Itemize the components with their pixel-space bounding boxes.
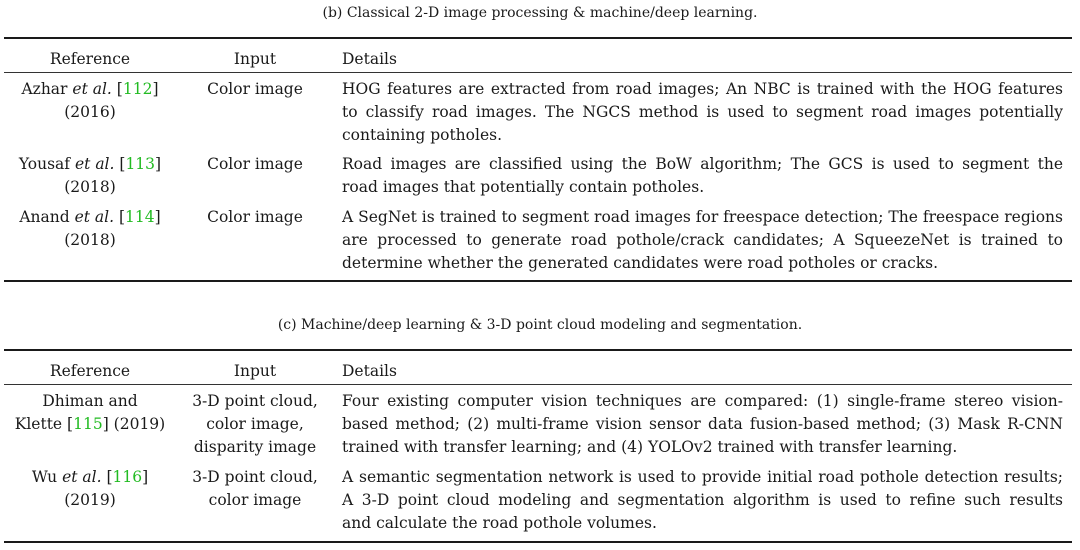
- citation-link[interactable]: 116: [112, 468, 143, 486]
- input-cell: [180, 390, 330, 459]
- table-c-caption: (c) Machine/deep learning & 3-D point cloud modeling and segmentation.: [277, 317, 803, 333]
- table-c-header-rule: [4, 384, 1072, 385]
- reference-cell: Dhiman and Klette [115] (2019): [4, 390, 176, 436]
- input-line: color image,: [206, 415, 304, 433]
- input-line: 3-D point cloud,: [192, 468, 318, 486]
- reference-year: (2016): [64, 103, 116, 121]
- input-line: Color image: [207, 155, 303, 173]
- reference-etal: et al.: [62, 468, 102, 486]
- reference-author: Dhiman and: [42, 392, 138, 410]
- input-cell: [180, 153, 330, 176]
- details-line: based method; (2) multi-frame vision sensor data fusion-based method; (3) Mask R-CNN: [342, 415, 1063, 433]
- table-b-bottom-rule: [4, 280, 1072, 282]
- reference-cell: Yousaf et al. [113] (2018): [4, 153, 176, 199]
- input-line: Color image: [207, 208, 303, 226]
- details-cell: [342, 206, 1063, 275]
- reference-cell: Azhar et al. [112] (2016): [4, 78, 176, 124]
- details-line: A 3-D point cloud modeling and segmentation algorithm is used to refine such results: [342, 491, 1063, 509]
- input-line: Color image: [207, 80, 303, 98]
- reference-year: (2019): [64, 491, 116, 509]
- reference-author: Azhar: [21, 80, 68, 98]
- reference-author: Yousaf: [18, 155, 71, 173]
- table-c-header-details: Details: [342, 362, 397, 380]
- citation-link[interactable]: 114: [125, 208, 155, 226]
- reference-author: Klette: [14, 415, 63, 433]
- input-line: color image: [208, 491, 302, 509]
- details-line: and calculate the road pothole volumes.: [342, 514, 657, 532]
- reference-etal: et al.: [74, 208, 115, 226]
- details-line: are processed to generate road pothole/crack candidates; A SqueezeNet is trained to: [342, 231, 1063, 249]
- input-cell: [180, 78, 330, 101]
- details-line: A SegNet is trained to segment road images for freespace detection; The freespace regions: [342, 208, 1063, 226]
- table-c-header-reference: Reference: [49, 362, 131, 380]
- details-line: determine whether the generated candidates were road potholes or cracks.: [342, 254, 939, 272]
- reference-etal: et al.: [74, 155, 115, 173]
- details-line: containing potholes.: [342, 126, 503, 144]
- reference-cell: Wu et al. [116] (2019): [4, 466, 176, 512]
- table-c-top-rule: [4, 349, 1072, 351]
- table-b-header-rule: [4, 72, 1072, 73]
- table-c-header-input: Input: [233, 362, 277, 380]
- reference-etal: et al.: [72, 80, 112, 98]
- details-line: A semantic segmentation network is used to provide initial road pothole detection results;: [342, 468, 1063, 486]
- details-cell: [342, 466, 1063, 535]
- table-b-header-input: Input: [233, 50, 277, 68]
- details-line: road images that potentially contain potholes.: [342, 178, 705, 196]
- reference-year: (2019): [113, 415, 166, 433]
- citation-link[interactable]: 112: [122, 80, 153, 98]
- reference-year: (2018): [64, 178, 116, 196]
- input-line: 3-D point cloud,: [192, 392, 318, 410]
- details-line: Road images are classified using the BoW algorithm; The GCS is used to segment the: [342, 155, 1063, 173]
- table-b-top-rule: [4, 37, 1072, 39]
- details-line: HOG features are extracted from road images; An NBC is trained with the HOG features: [342, 80, 1063, 98]
- table-b-header-details: Details: [342, 50, 397, 68]
- input-line: disparity image: [193, 438, 317, 456]
- citation-link[interactable]: 115: [73, 415, 103, 433]
- details-line: to classify road images. The NGCS method is used to segment road images potentially: [342, 103, 1063, 121]
- table-b-caption: (b) Classical 2-D image processing & machine/deep learning.: [322, 5, 758, 21]
- table-b-header-reference: Reference: [49, 50, 131, 68]
- reference-author: Anand: [19, 208, 70, 226]
- input-cell: [180, 466, 330, 512]
- input-cell: [180, 206, 330, 229]
- citation-link[interactable]: 113: [125, 155, 156, 173]
- details-line: trained with transfer learning; and (4) YOLOv2 trained with transfer learning.: [342, 438, 958, 456]
- reference-year: (2018): [64, 231, 116, 249]
- details-cell: [342, 390, 1063, 459]
- table-c-bottom-rule: [4, 541, 1072, 543]
- reference-cell: Anand et al. [114] (2018): [4, 206, 176, 252]
- details-line: Four existing computer vision techniques are compared: (1) single-frame stereo vision-: [342, 392, 1063, 410]
- details-cell: [342, 153, 1063, 199]
- details-cell: [342, 78, 1063, 147]
- reference-author: Wu: [31, 468, 58, 486]
